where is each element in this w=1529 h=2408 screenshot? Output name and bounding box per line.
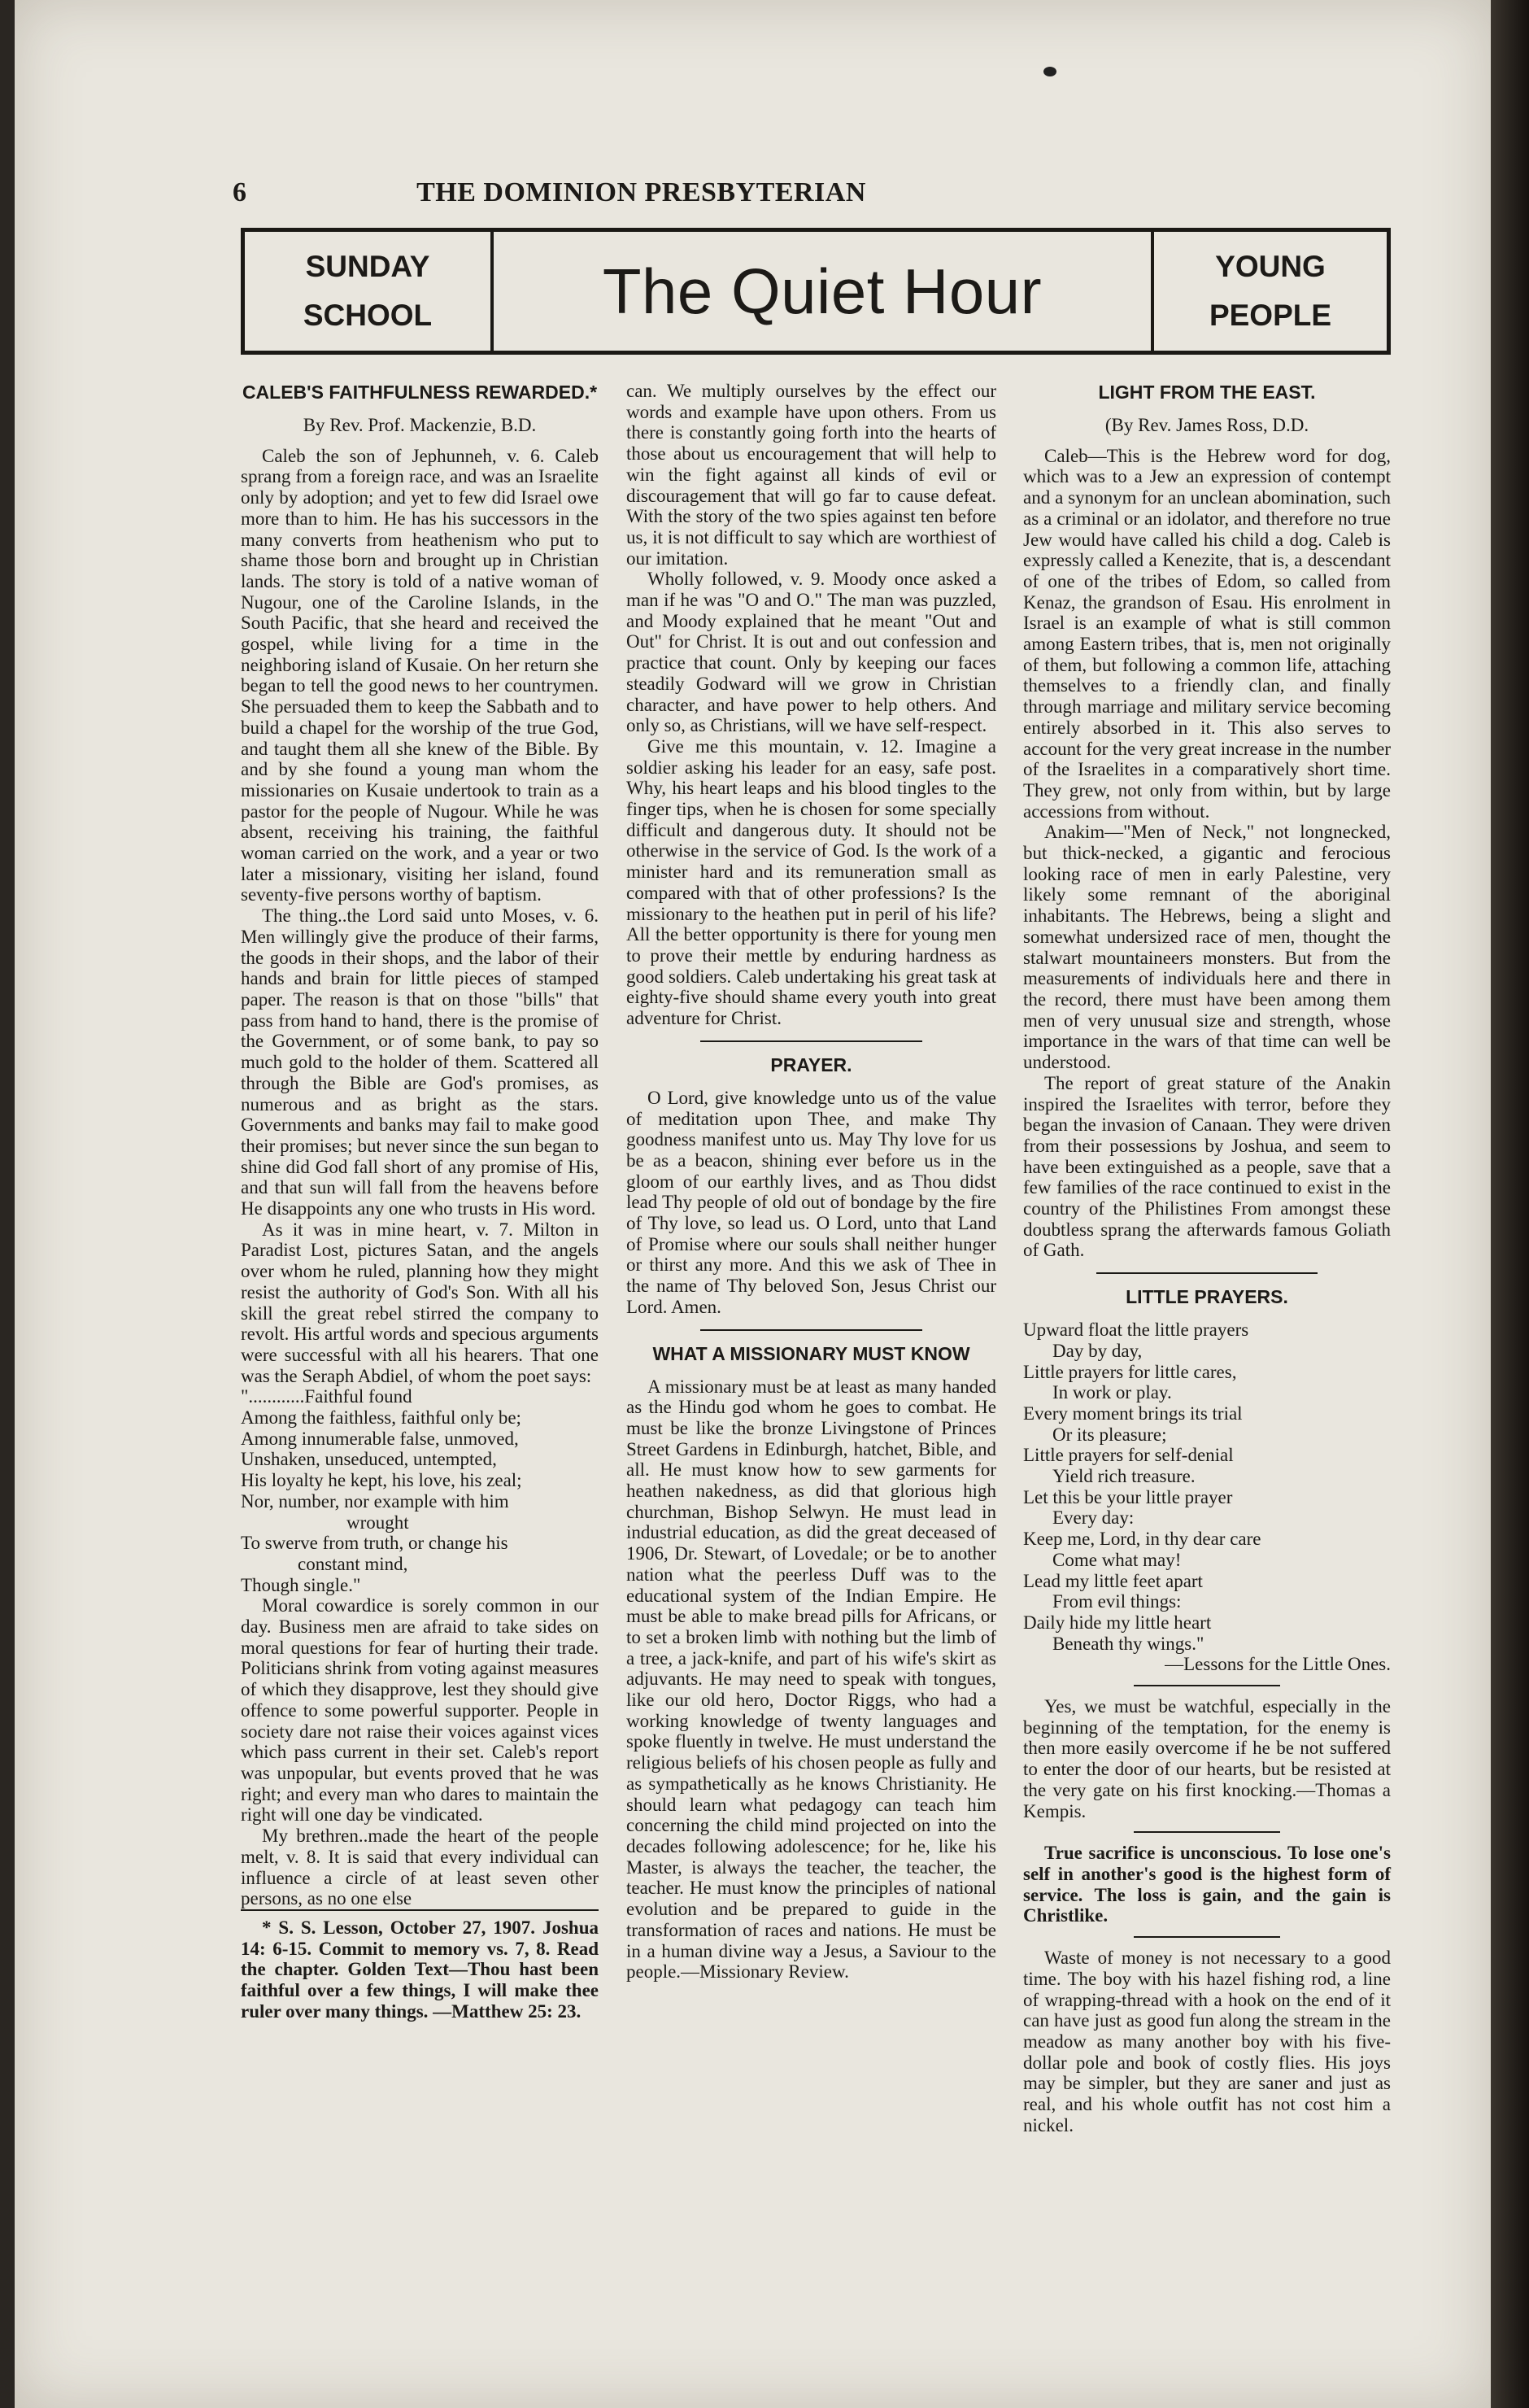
paragraph: Give me this mountain, v. 12. Imagine a soldier asking his leader for an easy, safe post. Why, his heart leaps and his blood tingles to the finger tips, when he is chosen for some specially difficult and dangerous duty. It should not be otherwise in the service of God. Is the work of a minister hard and its remuneration small as compared with that of other professions? Is the missionary to the heathen put in peril of his life? All the better opportunity is there for young men to prove their mettle by enduring hardness as good soldiers. Caleb undertaking his great task at eighty-five should shame every youth into great adventure for Christ. (626, 735, 996, 1029)
poem-line: wrought (346, 1512, 409, 1533)
paragraph: Yes, we must be watchful, especially in the beginning of the temptation, for the enemy is then more easily overcome if he be not suffered to enter the door of our hearts, but be resisted at the very gate on his first knocking.—Thomas a Kempis. (1023, 1696, 1391, 1821)
paragraph: Anakim—"Men of Neck," not longnecked, but thick-necked, a gigantic and ferocious looking race of men in early Palestine, very likely some remnant of the aboriginal inhabitants. The Hebrews, being a slight and somewhat undersized race of men, thought the stalwart mountaineers monsters. But from the measurements of individuals here and there in the record, there must have been among them men of very unusual size and strength, whose importance in the wars of that time can well be understood. (1023, 822, 1391, 1073)
poem-line: Little prayers for little cares, (1023, 1361, 1237, 1382)
poem-line: Or its pleasure; (1052, 1424, 1167, 1445)
poem-line: To swerve from truth, or change his (241, 1533, 508, 1554)
little-prayers-poem (1023, 1320, 1391, 1675)
poem-line: Day by day, (1052, 1340, 1143, 1361)
poem-line: In work or play. (1052, 1382, 1172, 1403)
poem-line: Nor, number, nor example with him (241, 1490, 509, 1512)
page-number: 6 (233, 177, 246, 207)
poem-line: Keep me, Lord, in thy dear care (1023, 1529, 1261, 1550)
missionary-text: A missionary must be at least as many handed as the Hindu god whom he goes to combat. He must be like the bronze Livingstone of Princes Street Gardens in Edinburgh, hatchet, Bible, and all. He must know how to sew garments for heathen nakedness, as did that glorious high churchman, Bishop Selwyn. He must lead in industrial education, as did the great deceased of 1906, Dr. Stewart, of Lovedale; or be to another nation what the peerless Duff was to the educational system of the Indian Empire. He must be able to make bread pills for Africans, or to set a broken limb with nothing but the limb of a tree, a jack-knife, and part of his wife's skirt as adjuvants. He may need to speak with tongues, like our old hero, Doctor Riggs, who had a working knowledge of twenty languages and spoke fluently in twelve. He must understand the religious beliefs of his chosen people as fully and as sympathetically as he knows Christianity. He should learn what pedagogy can teach him concerning the child mind projected on into the decades following adolescence; for he, like his Master, is always the teacher, the teacher, the teacher. He must know the principles of national evolution and be prepared to guide in the transformation of races and nations. He must be in a human divine way a Jesus, a Saviour to the people.—Missionary Review. (626, 1376, 996, 1983)
poem-line: His loyalty he kept, his love, his zeal; (241, 1470, 522, 1491)
milton-quote (241, 1386, 599, 1595)
poem-line: "............Faithful found (241, 1386, 412, 1407)
article-heading-light-from-east: LIGHT FROM THE EAST. (1098, 382, 1316, 403)
page-edge-shadow (1491, 0, 1529, 2408)
paragraph: Wholly followed, v. 9. Moody once asked a man if he was "O and O." The man was puzzled, and Moody explained that he meant "Out and Out" for Christ. It is out and out confession and practice that count. Only by keeping our faces steadily Godward will we grow in Christian character, and have power to help others. And only so, as Christians, will we have self-respect. (626, 569, 996, 736)
missionary-heading: WHAT A MISSIONARY MUST KNOW (652, 1342, 970, 1364)
masthead-young-people (1151, 232, 1387, 351)
poem-line: Little prayers for self-denial (1023, 1445, 1234, 1466)
masthead-sunday-school (245, 232, 494, 351)
poem-attribution: —Lessons for the Little Ones. (1165, 1654, 1391, 1675)
poem-line: Daily hide my little heart (1023, 1612, 1212, 1633)
article-heading-caleb: CALEB'S FAITHFULNESS REWARDED.* (242, 382, 598, 403)
ink-smudge (1043, 67, 1056, 76)
poem-line: Beneath thy wings." (1052, 1633, 1204, 1654)
poem-line: Lead my little feet apart (1023, 1570, 1203, 1591)
section-divider (1096, 1272, 1317, 1274)
section-divider (1134, 1685, 1281, 1686)
running-head (233, 176, 1050, 216)
paragraph: The report of great stature of the Anakin inspired the Israelites with terror, before they began the invasion of Canaan. They were driven from their possessions by Joshua, and seem to have been extinguished as a people, save that a few families of the race continued to exist in the country of the Philistines From amongst these doubtless sprang the afterwards famous Goliath of Gath. (1023, 1072, 1391, 1261)
poem-line: Come what may! (1052, 1549, 1182, 1570)
column-1 (241, 381, 599, 2022)
masthead-left-line2: SCHOOL (303, 299, 433, 332)
poem-line: Let this be your little prayer (1023, 1486, 1233, 1507)
column-2 (626, 381, 996, 1983)
masthead-right-line1: YOUNG (1215, 250, 1326, 283)
prayer-text: O Lord, give knowledge unto us of the value of meditation upon Thee, and make Thy goodness manifest unto us. May Thy love for us be as a beacon, shining ever before us in the gloom of our earthly lives, and as Thou didst lead Thy people of old out of bondage by the fire of Thy love, so lead us. O Lord, unto that Land of Promise where our souls shall neither hunger or thirst any more. And this we ask of Thee in the name of Thy beloved Son, Jesus Christ our Lord. Amen. (626, 1087, 996, 1317)
paragraph: True sacrifice is unconscious. To lose one's self in another's good is the highest form of service. The loss is gain, and the gain is Christlike. (1023, 1843, 1391, 1926)
journal-title: THE DOMINION PRESBYTERIAN (416, 177, 866, 207)
column-3 (1023, 381, 1391, 2135)
poem-line: Among the faithless, faithful only be; (241, 1407, 521, 1429)
newspaper-page (15, 0, 1491, 2408)
masthead-right-line2: PEOPLE (1209, 299, 1332, 332)
poem-line: Though single." (241, 1574, 361, 1595)
section-divider (700, 1040, 922, 1042)
paragraph: Caleb the son of Jephunneh, v. 6. Caleb sprang from a foreign race, and was an Israelite only by adoption; and yet to few did Israel owe more than to him. He has his successors in the many converts from heathenism who put to shame those born and brought up in Christian lands. The story is told of a native woman of Nugour, one of the Caroline Islands, in the South Pacific, that she heard and received the gospel, while living for a time in the neighboring island of Kusaie. On her return she began to tell the good news to her countrymen. She persuaded them to keep the Sabbath and to build a chapel for the worship of the true God, and taught them all she knew of the Bible. By and by she found a young man whom the missionaries on Kusaie undertook to train as a pastor for the people of Nugour. While he was absent, receiving his training, the faithful woman carried on the work, and a year or two later a missionary, visiting her island, found seventy-five persons worthy of baptism. (241, 445, 599, 905)
section-divider (1134, 1936, 1281, 1938)
poem-line: Unshaken, unseduced, untempted, (241, 1449, 497, 1470)
poem-line: From evil things: (1052, 1591, 1182, 1612)
masthead-left-line1: SUNDAY (305, 250, 430, 283)
article-byline: (By Rev. James Ross, D.D. (1104, 415, 1309, 435)
poem-line: Yield rich treasure. (1052, 1466, 1196, 1487)
poem-line: Every moment brings its trial (1023, 1402, 1243, 1424)
poem-line: Upward float the little prayers (1023, 1320, 1249, 1341)
poem-line: constant mind, (298, 1553, 408, 1574)
lesson-footnote: * S. S. Lesson, October 27, 1907. Joshua 14: 6-15. Commit to memory vs. 7, 8. Read the chapter. Golden Text—Thou hast been faithful over a few things, I will make thee ruler over many things. —Matthew 25: 23. (241, 1909, 599, 2022)
section-divider (700, 1329, 922, 1331)
section-divider (1134, 1831, 1281, 1833)
section-masthead (241, 228, 1391, 355)
paragraph: can. We multiply ourselves by the effect our words and example have upon others. From us there is constantly going forth into the hearts of those about us encouragement that will help to win the fight against all kinds of evil or discouragement that will go far to cause defeat. With the story of the two spies against ten before us, it is not difficult to say which are worthiest of our imitation. (626, 381, 996, 569)
paragraph: My brethren..made the heart of the people melt, v. 8. It is said that every individual can influence a circle of at least seven other persons, as no one else (241, 1826, 599, 1909)
prayer-heading: PRAYER. (770, 1054, 852, 1075)
poem-line: Among innumerable false, unmoved, (241, 1428, 519, 1449)
poem-line: Every day: (1052, 1507, 1135, 1529)
paragraph: Caleb—This is the Hebrew word for dog, which was to a Jew an expression of contempt and a synonym for an unclean abomination, such as a criminal or an idolator, and therefore no true Jew would have called his child a dog. Caleb is expressly called a Kenezite, that is, a descendant of one of the tribes of Edom, so called from Kenaz, the grandson of Esau. His enrolment in Israel is an example of what is still common among Eastern tribes, that is, men not originally of them, but following a common life, attaching themselves to a friendly clan, and finally through marriage and military service becoming entirely absorbed in it. This also serves to account for the very great increase in the number of the Israelites in a comparatively short time. They grew, not only from within, but by large accessions from without. (1023, 445, 1391, 822)
paragraph: Waste of money is not necessary to a good time. The boy with his hazel fishing rod, a line of wrapping-thread with a hook on the end of it can have just as good fun along the stream in the meadow as many another boy with his five-dollar pole and book of costly flies. His joys may be simpler, but they are saner and just as real, and his whole outfit has not cost him a nickel. (1023, 1948, 1391, 2135)
paragraph: Moral cowardice is sorely common in our day. Business men are afraid to take sides on moral questions for fear of hurting their trade. Politicians shrink from voting against measures of which they disapprove, lest they should give offence to some powerful supporter. People in society dare not raise their voices against vices which pass current in their set. Caleb's report was unpopular, but events proved that he was right; and every man who dares to maintain the right will one day be vindicated. (241, 1595, 599, 1826)
little-prayers-heading: LITTLE PRAYERS. (1126, 1286, 1288, 1308)
section-title: The Quiet Hour (602, 255, 1043, 327)
paragraph: The thing..the Lord said unto Moses, v. 6. Men willingly give the produce of their farms, the goods in their shops, and the labor of their hands and brain for little pieces of stamped paper. The reason is that on those "bills" that pass from hand to hand, there is the promise of the Government, or of some bank, to pay so much gold to the holder of them. Scattered all through the Bible are God's promises, as numerous and as bright as the stars. Governments and banks may fail to make good their promises; but never since the sun began to shine did God fall short of any promise of His, and that sun will fall from the heavens before He disappoints any one who trusts in His word. (241, 905, 599, 1219)
article-byline: By Rev. Prof. Mackenzie, B.D. (303, 415, 537, 435)
paragraph: As it was in mine heart, v. 7. Milton in Paradist Lost, pictures Satan, and the angels over whom he ruled, planning how they might resist the authority of God's Son. With all his skill the great rebel stirred the company to revolt. His artful words and specious arguments were successful with all his hearers. That one was the Seraph Abdiel, of whom the poet says: (241, 1219, 599, 1386)
